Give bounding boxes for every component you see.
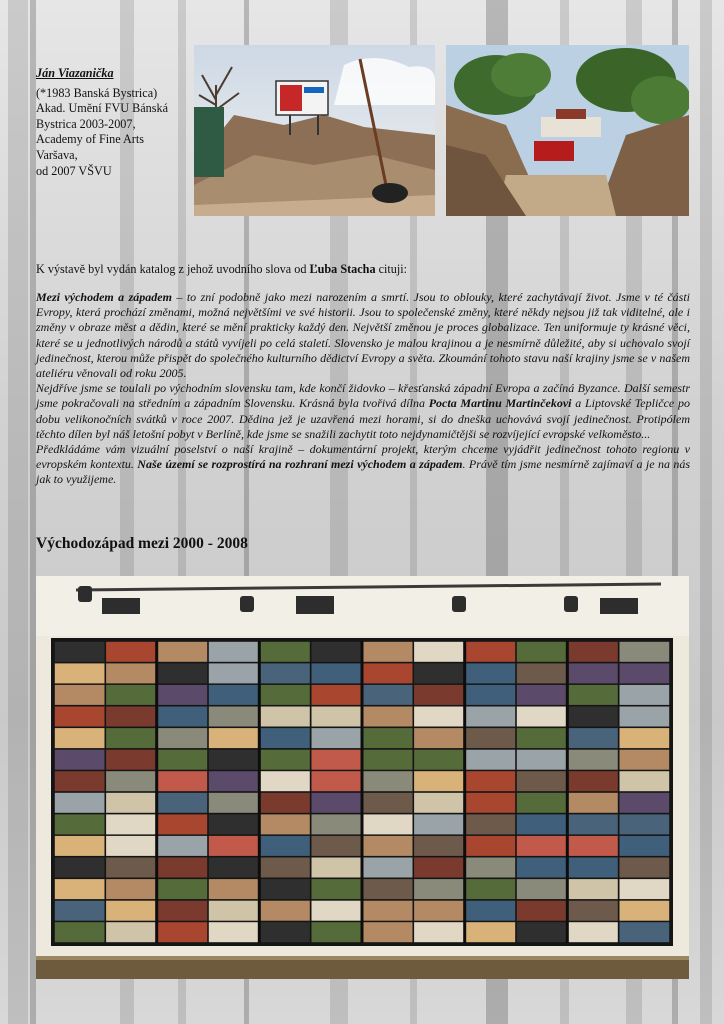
gallery-photo-tile <box>466 879 516 899</box>
gallery-photo-tile <box>568 663 618 683</box>
gallery-photo-tile <box>568 901 618 921</box>
gallery-photo-tile <box>312 879 362 899</box>
gallery-photo-tile <box>466 858 516 878</box>
gallery-photo-tile <box>517 663 567 683</box>
gallery-photo-tile <box>106 685 156 705</box>
gallery-photo-tile <box>568 922 618 942</box>
gallery-photo-tile <box>260 728 310 748</box>
gallery-photo-tile <box>106 814 156 834</box>
author-name: Ján Viazanička <box>36 66 114 80</box>
text-run: . Právě tím jsme nesmírně zajímaví a je na nás jak to využijeme. <box>36 457 691 487</box>
gallery-photo-tile <box>414 771 464 791</box>
paragraph-2 <box>36 381 690 442</box>
gallery-photo-tile <box>363 685 413 705</box>
gallery-photo-tile <box>414 642 464 662</box>
gallery-photo-tile <box>55 793 105 813</box>
gallery-photo-tile <box>363 793 413 813</box>
gallery-photo-tile <box>55 836 105 856</box>
gallery-photo-tile <box>466 663 516 683</box>
section-heading: Východozápad mezi 2000 - 2008 <box>36 535 248 552</box>
text-run: a Liptovské Tepličce po dobu velikonočních svátků v roce 2007. Dědina jež je uzavřená mezi horami, si do dneška uchovává svojí jedinečnost. Protipólem těchto dílen byl náš letošní pobyt v Berlíně, kde jsme se snažili zachytit toto nejdynamičtějši se rozvíjející evropské velkoměsto... <box>36 396 690 441</box>
gallery-photo-tile <box>312 642 362 662</box>
gallery-photo-tile <box>363 771 413 791</box>
gallery-photo-tile <box>517 642 567 662</box>
gallery-photo-tile <box>568 879 618 899</box>
gallery-photo-tile <box>260 642 310 662</box>
gallery-photo-tile <box>260 879 310 899</box>
gallery-photo-tile <box>55 771 105 791</box>
gallery-photo-tile <box>620 922 670 942</box>
gallery-photo-tile <box>55 663 105 683</box>
gallery-photo-tile <box>466 836 516 856</box>
author-block <box>36 66 196 179</box>
gallery-photo-tile <box>312 836 362 856</box>
gallery-photo-tile <box>260 750 310 770</box>
author-line: Akad. Umění FVU Bánská <box>36 101 169 116</box>
gallery-photo-tile <box>55 750 105 770</box>
panel-divider <box>258 641 261 943</box>
gallery-photo-tile <box>106 793 156 813</box>
gallery-photo-tile <box>363 728 413 748</box>
gallery-photo-tile <box>620 685 670 705</box>
gallery-photo-tile <box>158 879 208 899</box>
gallery-photo-tile <box>363 879 413 899</box>
gallery-photo-tile <box>517 750 567 770</box>
gallery-photo-tile <box>158 685 208 705</box>
gallery-photo-tile <box>209 858 259 878</box>
gallery-photo-tile <box>568 814 618 834</box>
gallery-photo-tile <box>620 858 670 878</box>
gallery-photo-tile <box>158 728 208 748</box>
gallery-photo-tile <box>312 728 362 748</box>
gallery-photo-tile <box>620 663 670 683</box>
gallery-photo-tile <box>260 793 310 813</box>
gallery-photo-tile <box>363 858 413 878</box>
gallery-photo-tile <box>620 771 670 791</box>
gallery-photo-tile <box>106 922 156 942</box>
gallery-photo-tile <box>517 707 567 727</box>
gallery-photo-tile <box>158 814 208 834</box>
construction-site-image <box>194 45 435 216</box>
gallery-photo-tile <box>260 836 310 856</box>
gallery-photo-tile <box>106 901 156 921</box>
gallery-photo-tile <box>55 728 105 748</box>
exhibition-wall-image <box>36 576 689 979</box>
gallery-photo-tile <box>260 858 310 878</box>
gallery-photo-tile <box>414 922 464 942</box>
gallery-photo-tile <box>260 771 310 791</box>
gallery-photo-tile <box>414 707 464 727</box>
gallery-photo-tile <box>260 922 310 942</box>
gallery-photo-tile <box>158 642 208 662</box>
text-run: Předkládáme vám vizuální poselství o naší krajině – dokumentární projekt, kterým chceme vyjádřit jedinečnost tohoto regionu v evropském kontextu. <box>36 442 690 472</box>
author-line: Bystrica 2003-2007, <box>36 116 136 131</box>
gallery-photo-tile <box>363 901 413 921</box>
gallery-photo-tile <box>158 663 208 683</box>
gallery-photo-tile <box>620 901 670 921</box>
gallery-photo-tile <box>466 922 516 942</box>
gallery-photo-tile <box>517 771 567 791</box>
gallery-photo-tile <box>414 685 464 705</box>
gallery-photo-tile <box>312 750 362 770</box>
gallery-photo-tile <box>312 814 362 834</box>
gallery-photo-tile <box>106 728 156 748</box>
text-run: Nejdříve jsme se toulali po východním slovensku tam, kde končí židovko – křesťanská západní Evropa a začíná Byzance. Další semestr jsme pokračovali na středním a západním Slovensku. Krásná byla tvořivá dílna <box>36 381 690 411</box>
gallery-photo-tile <box>55 707 105 727</box>
gallery-photo-tile <box>568 793 618 813</box>
gallery-photo-tile <box>517 901 567 921</box>
gallery-photo-tile <box>414 793 464 813</box>
gallery-photo-tile <box>414 728 464 748</box>
gallery-photo-tile <box>466 793 516 813</box>
gallery-photo-tile <box>158 707 208 727</box>
gallery-photo-tile <box>517 836 567 856</box>
gallery-photo-tile <box>209 771 259 791</box>
text-run: Naše území se rozprostírá na rozhraní mezi východem a západem <box>137 457 463 472</box>
quoted-text <box>36 290 690 488</box>
gallery-photo-tile <box>517 814 567 834</box>
gallery-photo-tile <box>260 663 310 683</box>
panel-divider <box>463 641 466 943</box>
gallery-photo-tile <box>363 814 413 834</box>
gallery-photo-tile <box>312 901 362 921</box>
gallery-photo-tile <box>260 707 310 727</box>
author-line: (*1983 Banská Bystrica) <box>36 85 158 100</box>
gallery-photo-tile <box>55 685 105 705</box>
paragraph-1 <box>36 290 690 381</box>
gallery-photo-tile <box>568 707 618 727</box>
gallery-photo-tile <box>260 901 310 921</box>
gallery-photo-tile <box>620 814 670 834</box>
gallery-photo-tile <box>466 728 516 748</box>
gallery-photo-tile <box>620 793 670 813</box>
author-line: od 2007 VŠVU <box>36 163 112 178</box>
excavated-road-photo <box>446 45 689 216</box>
gallery-photo-tile <box>209 814 259 834</box>
gallery-photo-tile <box>106 750 156 770</box>
gallery-photo-tile <box>517 858 567 878</box>
gallery-photo-tile <box>517 793 567 813</box>
text-run: Pocta Martinu Martinčekovi <box>428 396 572 411</box>
gallery-photo-tile <box>466 901 516 921</box>
gallery-photo-tile <box>568 771 618 791</box>
gallery-photo-tile <box>363 836 413 856</box>
gallery-photo-tile <box>209 879 259 899</box>
intro-author-name: Ľuba Stacha <box>309 262 376 276</box>
gallery-photo-tile <box>363 750 413 770</box>
gallery-photo-tile <box>363 663 413 683</box>
gallery-photo-tile <box>260 814 310 834</box>
gallery-photo-tile <box>209 922 259 942</box>
gallery-photo-tile <box>568 728 618 748</box>
text-run: – to zní podobně jako mezi narozením a smrtí. Jsou to oblouky, které zachytávají život. Jsme v té části Evropy, která prochází změnami, možná největšími ve své historii. Jsou to společenské změny, které někdy nejsou již tak viditelné, ale i změny v obraze měst a dědin, které se mění prakticky každý den. Největší změnou je proces globalizace. Ten uniformuje ty krásné věci, které se u jednotlivých národů a států vyvíjeli po celá staletí. Slovensko je malou krajinou a je nesmírně důležité, aby si uchovalo svojí jedinečnost, kterou může přispět do společného kulturního dědictví Evropy a světa. Zkoumání tohoto stavu naší krajiny jsme se v našem ateliéru věnovali od roku 2005. <box>36 290 690 381</box>
gallery-photo-tile <box>414 858 464 878</box>
gallery-photo-tile <box>312 922 362 942</box>
gallery-photo-tile <box>106 879 156 899</box>
gallery-photo-tile <box>466 707 516 727</box>
gallery-photo-tile <box>620 750 670 770</box>
gallery-photo-tile <box>312 793 362 813</box>
gallery-photo-tile <box>158 793 208 813</box>
gallery-photo-tile <box>517 922 567 942</box>
gallery-photo-tile <box>620 642 670 662</box>
gallery-photo-tile <box>568 685 618 705</box>
panel-divider <box>361 641 364 943</box>
gallery-photo-tile <box>55 642 105 662</box>
gallery-photo-tile <box>414 814 464 834</box>
text-run: Mezi východem a západem <box>36 290 172 304</box>
panel-divider <box>155 641 158 943</box>
gallery-photo-tile <box>568 836 618 856</box>
gallery-photo-tile <box>106 707 156 727</box>
gallery-photo-tile <box>158 836 208 856</box>
author-line: Academy of Fine Arts <box>36 132 144 147</box>
gallery-photo-tile <box>55 922 105 942</box>
gallery-photo-tile <box>106 663 156 683</box>
gallery-photo-tile <box>209 750 259 770</box>
gallery-photo-tile <box>158 858 208 878</box>
gallery-photo-tile <box>55 814 105 834</box>
gallery-photo-tile <box>414 750 464 770</box>
gallery-photo-tile <box>312 858 362 878</box>
gallery-photo-tile <box>312 707 362 727</box>
gallery-photo-tile <box>55 901 105 921</box>
gallery-photo-tile <box>568 858 618 878</box>
gallery-photo-tile <box>363 922 413 942</box>
gallery-photo-tile <box>466 814 516 834</box>
gallery-photo-tile <box>158 901 208 921</box>
paragraph-3 <box>36 442 690 488</box>
excavated-road-image <box>446 45 689 216</box>
gallery-photo-tile <box>106 771 156 791</box>
gallery-photo-tile <box>466 750 516 770</box>
gallery-photo-tile <box>209 685 259 705</box>
gallery-photo-tile <box>568 750 618 770</box>
gallery-photo-tile <box>517 728 567 748</box>
gallery-photo-tile <box>620 879 670 899</box>
gallery-photo-tile <box>620 836 670 856</box>
gallery-photo-tile <box>620 707 670 727</box>
gallery-photo-tile <box>209 707 259 727</box>
author-line: Varšava, <box>36 147 78 162</box>
gallery-photo-tile <box>209 728 259 748</box>
gallery-photo-tile <box>260 685 310 705</box>
construction-site-photo <box>194 45 435 216</box>
gallery-photo-tile <box>158 750 208 770</box>
gallery-photo-tile <box>363 707 413 727</box>
gallery-photo-tile <box>363 642 413 662</box>
gallery-photo-tile <box>414 879 464 899</box>
gallery-photo-tile <box>55 858 105 878</box>
gallery-photo-tile <box>414 663 464 683</box>
gallery-photo-tile <box>620 728 670 748</box>
intro-suffix: cituji: <box>375 262 408 276</box>
gallery-photo-tile <box>517 685 567 705</box>
gallery-photo-tile <box>158 771 208 791</box>
gallery-photo-tile <box>209 836 259 856</box>
gallery-photo-tile <box>312 663 362 683</box>
gallery-photo-tile <box>106 858 156 878</box>
gallery-photo-tile <box>158 922 208 942</box>
gallery-photo-tile <box>209 793 259 813</box>
exhibition-wall-photo <box>36 576 689 979</box>
gallery-photo-tile <box>55 879 105 899</box>
gallery-photo-tile <box>312 685 362 705</box>
gallery-photo-tile <box>106 642 156 662</box>
catalog-intro <box>36 262 690 277</box>
intro-prefix: K výstavě byl vydán katalog z jehož uvodního slova od <box>36 262 310 276</box>
gallery-photo-tile <box>517 879 567 899</box>
gallery-photo-tile <box>209 663 259 683</box>
gallery-photo-tile <box>466 685 516 705</box>
gallery-photo-tile <box>568 642 618 662</box>
gallery-photo-tile <box>466 642 516 662</box>
gallery-photo-tile <box>209 642 259 662</box>
gallery-photo-tile <box>209 901 259 921</box>
gallery-photo-tile <box>106 836 156 856</box>
panel-divider <box>566 641 569 943</box>
gallery-photo-tile <box>414 836 464 856</box>
gallery-photo-tile <box>466 771 516 791</box>
gallery-photo-tile <box>414 901 464 921</box>
gallery-photo-tile <box>312 771 362 791</box>
